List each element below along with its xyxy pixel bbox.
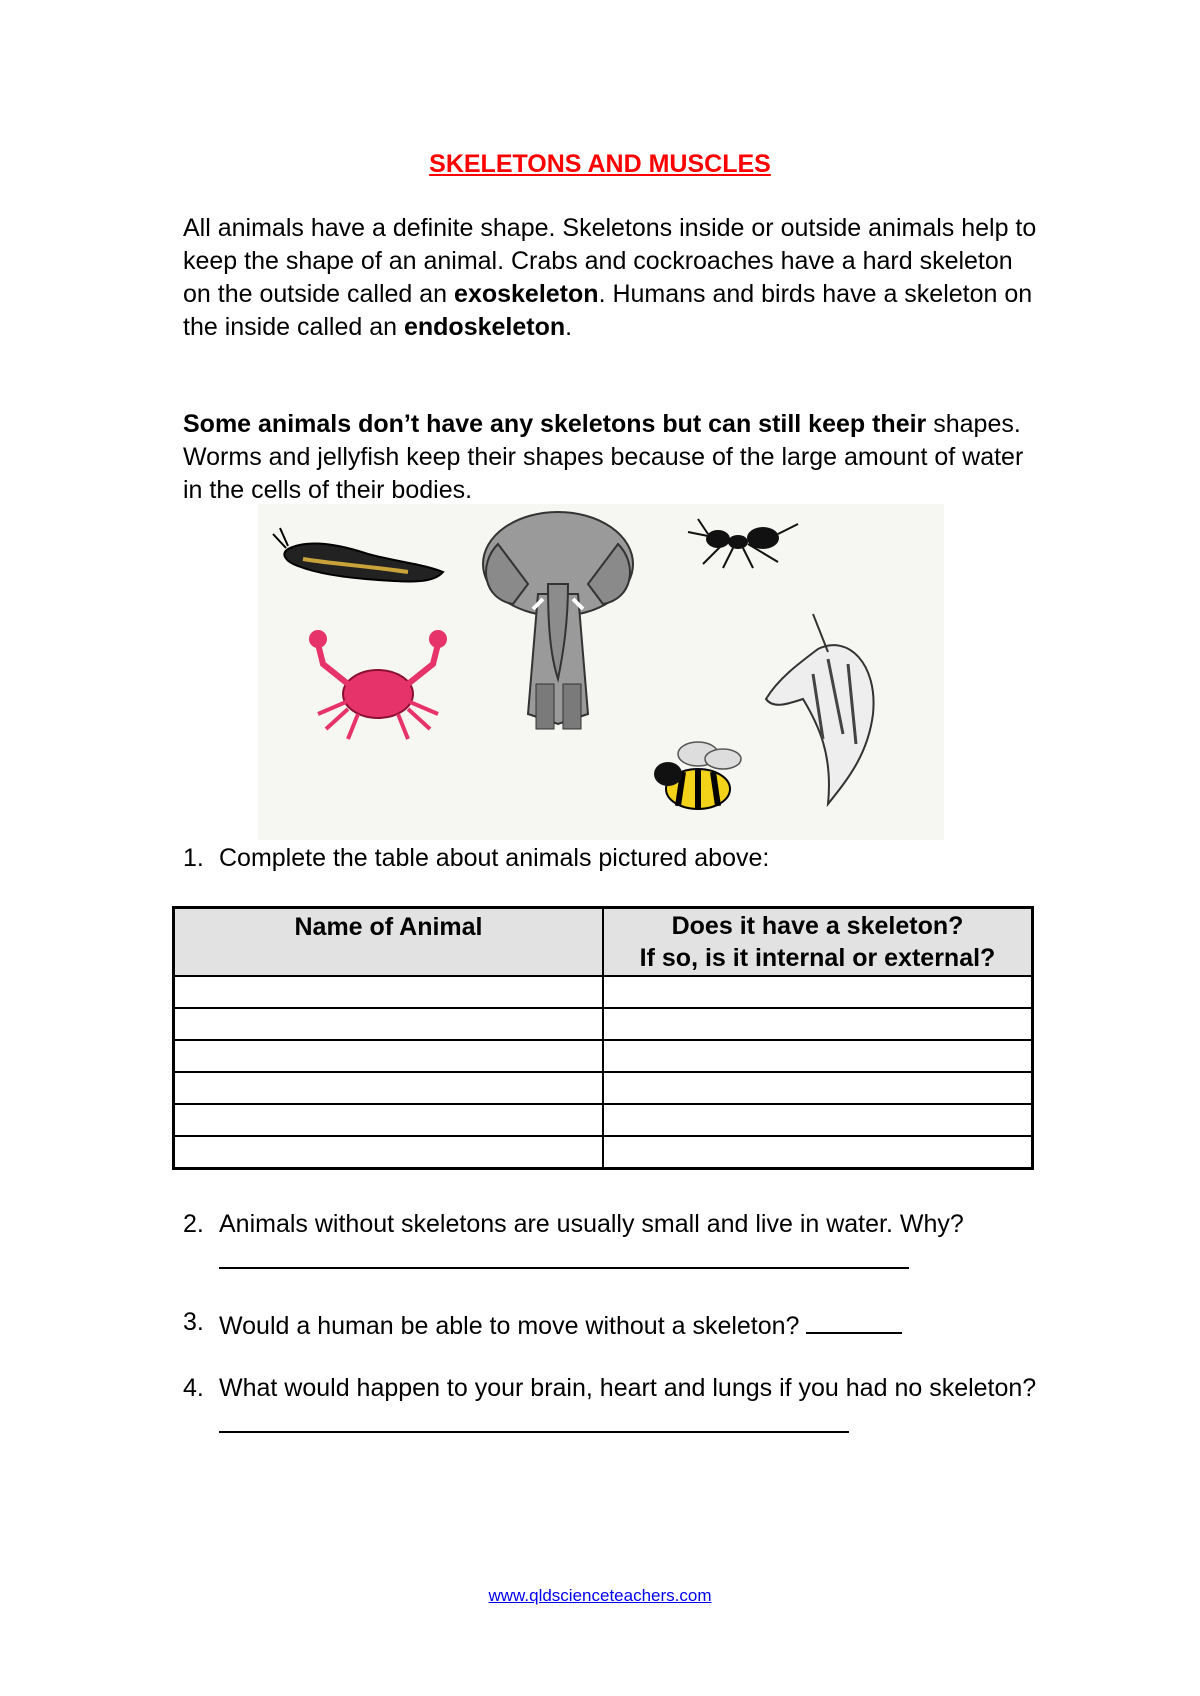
intro-text-1: All animals have a definite shape. Skeletons inside or outside animals help to keep the shape of an animal. Crabs and cockroaches have a hard skeleton on the outside called an xyxy=(183,214,1037,308)
table-row[interactable] xyxy=(174,1008,1033,1040)
skeleton-type-cell[interactable] xyxy=(603,1072,1033,1104)
animal-name-cell[interactable] xyxy=(174,1008,604,1040)
ant-icon xyxy=(688,519,798,568)
question-number: 4. xyxy=(183,1374,204,1402)
question-number: 3. xyxy=(183,1308,204,1336)
no-skeleton-bold: Some animals don’t have any skeletons but can still keep their xyxy=(183,410,927,438)
no-skeleton-text: shapes. Worms and jellyfish keep their shapes because of the large amount of water in the cells of their bodies. xyxy=(183,410,1024,504)
table-row[interactable] xyxy=(174,1136,1033,1169)
question-text-wrap xyxy=(219,1208,1059,1278)
question-text-wrap xyxy=(219,1306,1059,1343)
bee-icon xyxy=(654,742,741,809)
page-title: SKELETONS AND MUSCLES xyxy=(429,150,771,178)
header-skeleton: Does it have a skeleton? If so, is it internal or external? xyxy=(603,908,1033,977)
table-row[interactable] xyxy=(174,1040,1033,1072)
table-row[interactable] xyxy=(174,1072,1033,1104)
table-row[interactable] xyxy=(174,1104,1033,1136)
angelfish-icon xyxy=(766,614,874,804)
leech-icon xyxy=(273,528,443,582)
skeleton-type-cell[interactable] xyxy=(603,976,1033,1008)
intro-text-3: . xyxy=(565,313,573,341)
animals-table xyxy=(172,906,1034,1170)
question-number: 2. xyxy=(183,1210,204,1238)
intro-text-2: . Humans and birds have a skeleton on the inside called an xyxy=(183,280,1033,341)
skeleton-type-cell[interactable] xyxy=(603,1008,1033,1040)
skeleton-type-cell[interactable] xyxy=(603,1136,1033,1169)
animal-name-cell[interactable] xyxy=(174,1040,604,1072)
animals-illustration xyxy=(258,504,944,840)
animal-name-cell[interactable] xyxy=(174,1072,604,1104)
crab-icon xyxy=(309,630,447,739)
question-text-wrap xyxy=(219,1372,1059,1442)
table-row[interactable] xyxy=(174,976,1033,1008)
answer-line[interactable] xyxy=(806,1306,902,1334)
no-skeleton-paragraph xyxy=(183,408,1043,507)
question-text: Would a human be able to move without a skeleton? xyxy=(219,1312,800,1340)
skeleton-type-cell[interactable] xyxy=(603,1040,1033,1072)
term-endoskeleton: endoskeleton xyxy=(403,313,566,341)
skeleton-type-cell[interactable] xyxy=(603,1104,1033,1136)
question-text: What would happen to your brain, heart and lungs if you had no skeleton? xyxy=(219,1374,1037,1402)
answer-line[interactable] xyxy=(219,1405,849,1433)
animal-name-cell[interactable] xyxy=(174,976,604,1008)
answer-line[interactable] xyxy=(219,1241,909,1269)
header-name-of-animal: Name of Animal xyxy=(174,908,604,977)
question-text: Complete the table about animals pictured above: xyxy=(219,844,770,872)
elephant-icon xyxy=(483,512,633,729)
footer-link[interactable]: www.qldscienceteachers.com xyxy=(488,1586,712,1605)
question-text: Animals without skeletons are usually small and live in water. Why? xyxy=(219,1210,964,1238)
animal-name-cell[interactable] xyxy=(174,1104,604,1136)
question-number: 1. xyxy=(183,844,204,872)
animal-name-cell[interactable] xyxy=(174,1136,604,1169)
term-exoskeleton: exoskeleton xyxy=(454,280,599,308)
intro-paragraph xyxy=(183,212,1043,344)
table-header-row xyxy=(174,908,1033,977)
